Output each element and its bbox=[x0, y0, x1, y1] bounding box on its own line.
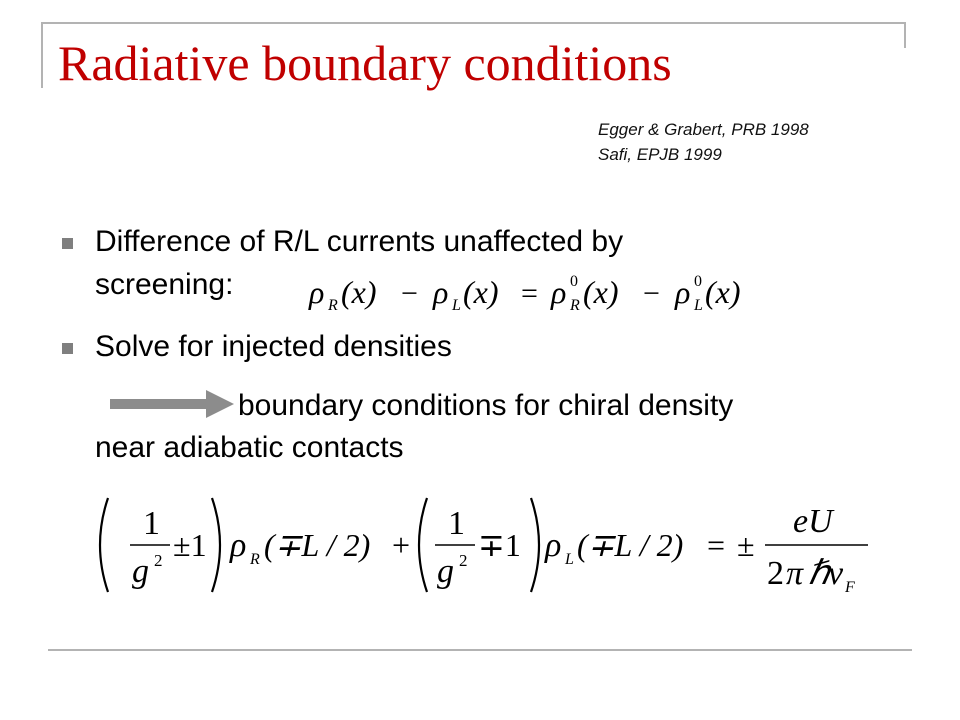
equation-density-difference bbox=[305, 268, 765, 316]
frame-vertical-line bbox=[41, 22, 43, 88]
bullet-2-line-1: Solve for injected densities bbox=[95, 330, 452, 363]
eq1-rho-l: ρ bbox=[433, 274, 449, 310]
eq2-den-pi: π bbox=[786, 555, 804, 592]
reference-2: Safi, EPJB 1999 bbox=[598, 144, 722, 164]
eq1-sup-0-l: 0 bbox=[694, 273, 702, 290]
eq2-arg-1: (∓L / 2) bbox=[264, 527, 371, 563]
eq2-pm-one: ±1 bbox=[173, 527, 207, 563]
eq2-den-g-1: g bbox=[132, 553, 149, 590]
bullet-2-line-3: near adiabatic contacts bbox=[95, 431, 404, 464]
eq1-sub-r-0: R bbox=[570, 297, 580, 314]
bullet-2-line-2: boundary conditions for chiral density bbox=[238, 389, 734, 422]
implies-arrow-icon bbox=[108, 386, 238, 422]
eq2-den-g-2: g bbox=[437, 553, 454, 590]
eq2-den-sq-2: 2 bbox=[459, 551, 468, 570]
references bbox=[598, 118, 809, 167]
eq1-minus-1: − bbox=[401, 277, 418, 310]
eq2-num-1: 1 bbox=[143, 505, 160, 542]
eq2-den-sq-1: 2 bbox=[154, 551, 163, 570]
eq1-arg-3: (x) bbox=[583, 274, 619, 310]
slide-title: Radiative boundary conditions bbox=[58, 35, 672, 91]
eq1-arg-4: (x) bbox=[705, 274, 741, 310]
eq2-den-hbar: ℏ bbox=[808, 555, 830, 592]
equation-boundary-condition bbox=[90, 490, 880, 600]
eq2-den-v: v bbox=[828, 555, 844, 592]
eq1-arg-2: (x) bbox=[463, 274, 499, 310]
bullet-marker-2 bbox=[62, 343, 73, 354]
eq1-rho0-r: ρ bbox=[551, 274, 567, 310]
eq2-pm-sign: ± bbox=[737, 527, 755, 563]
eq1-sub-l-0: L bbox=[694, 297, 703, 314]
eq1-rho-r: ρ bbox=[309, 274, 325, 310]
eq2-den-sub-f: F bbox=[845, 579, 855, 596]
eq2-mp-one: ∓1 bbox=[478, 527, 521, 563]
eq2-den-two: 2 bbox=[767, 555, 784, 592]
eq1-equals: = bbox=[521, 277, 538, 310]
eq1-minus-2: − bbox=[643, 277, 660, 310]
eq2-rho-l: ρ bbox=[545, 527, 562, 564]
eq1-sub-r: R bbox=[328, 297, 338, 314]
eq2-numerator-eu: eU bbox=[793, 503, 833, 540]
eq1-sub-l: L bbox=[452, 297, 461, 314]
frame-right-tick bbox=[904, 22, 906, 48]
eq2-arg-2: (∓L / 2) bbox=[577, 527, 684, 563]
reference-1: Egger & Grabert, PRB 1998 bbox=[598, 120, 809, 139]
frame-top-line bbox=[41, 22, 906, 24]
eq2-num-2: 1 bbox=[448, 505, 465, 542]
eq2-sub-r: R bbox=[250, 551, 260, 568]
eq1-arg-1: (x) bbox=[341, 274, 377, 310]
eq2-equals: = bbox=[707, 527, 726, 563]
eq1-rho0-l: ρ bbox=[675, 274, 691, 310]
bullet-1-line-1: Difference of R/L currents unaffected by bbox=[95, 225, 624, 258]
eq2-sub-l: L bbox=[565, 551, 574, 568]
bullet-1-line-2: screening: bbox=[95, 268, 234, 301]
bullet-marker-1 bbox=[62, 238, 73, 249]
eq2-plus: + bbox=[392, 527, 411, 563]
bottom-rule bbox=[48, 649, 912, 651]
eq2-rho-r: ρ bbox=[230, 527, 247, 564]
eq1-sup-0-r: 0 bbox=[570, 273, 578, 290]
